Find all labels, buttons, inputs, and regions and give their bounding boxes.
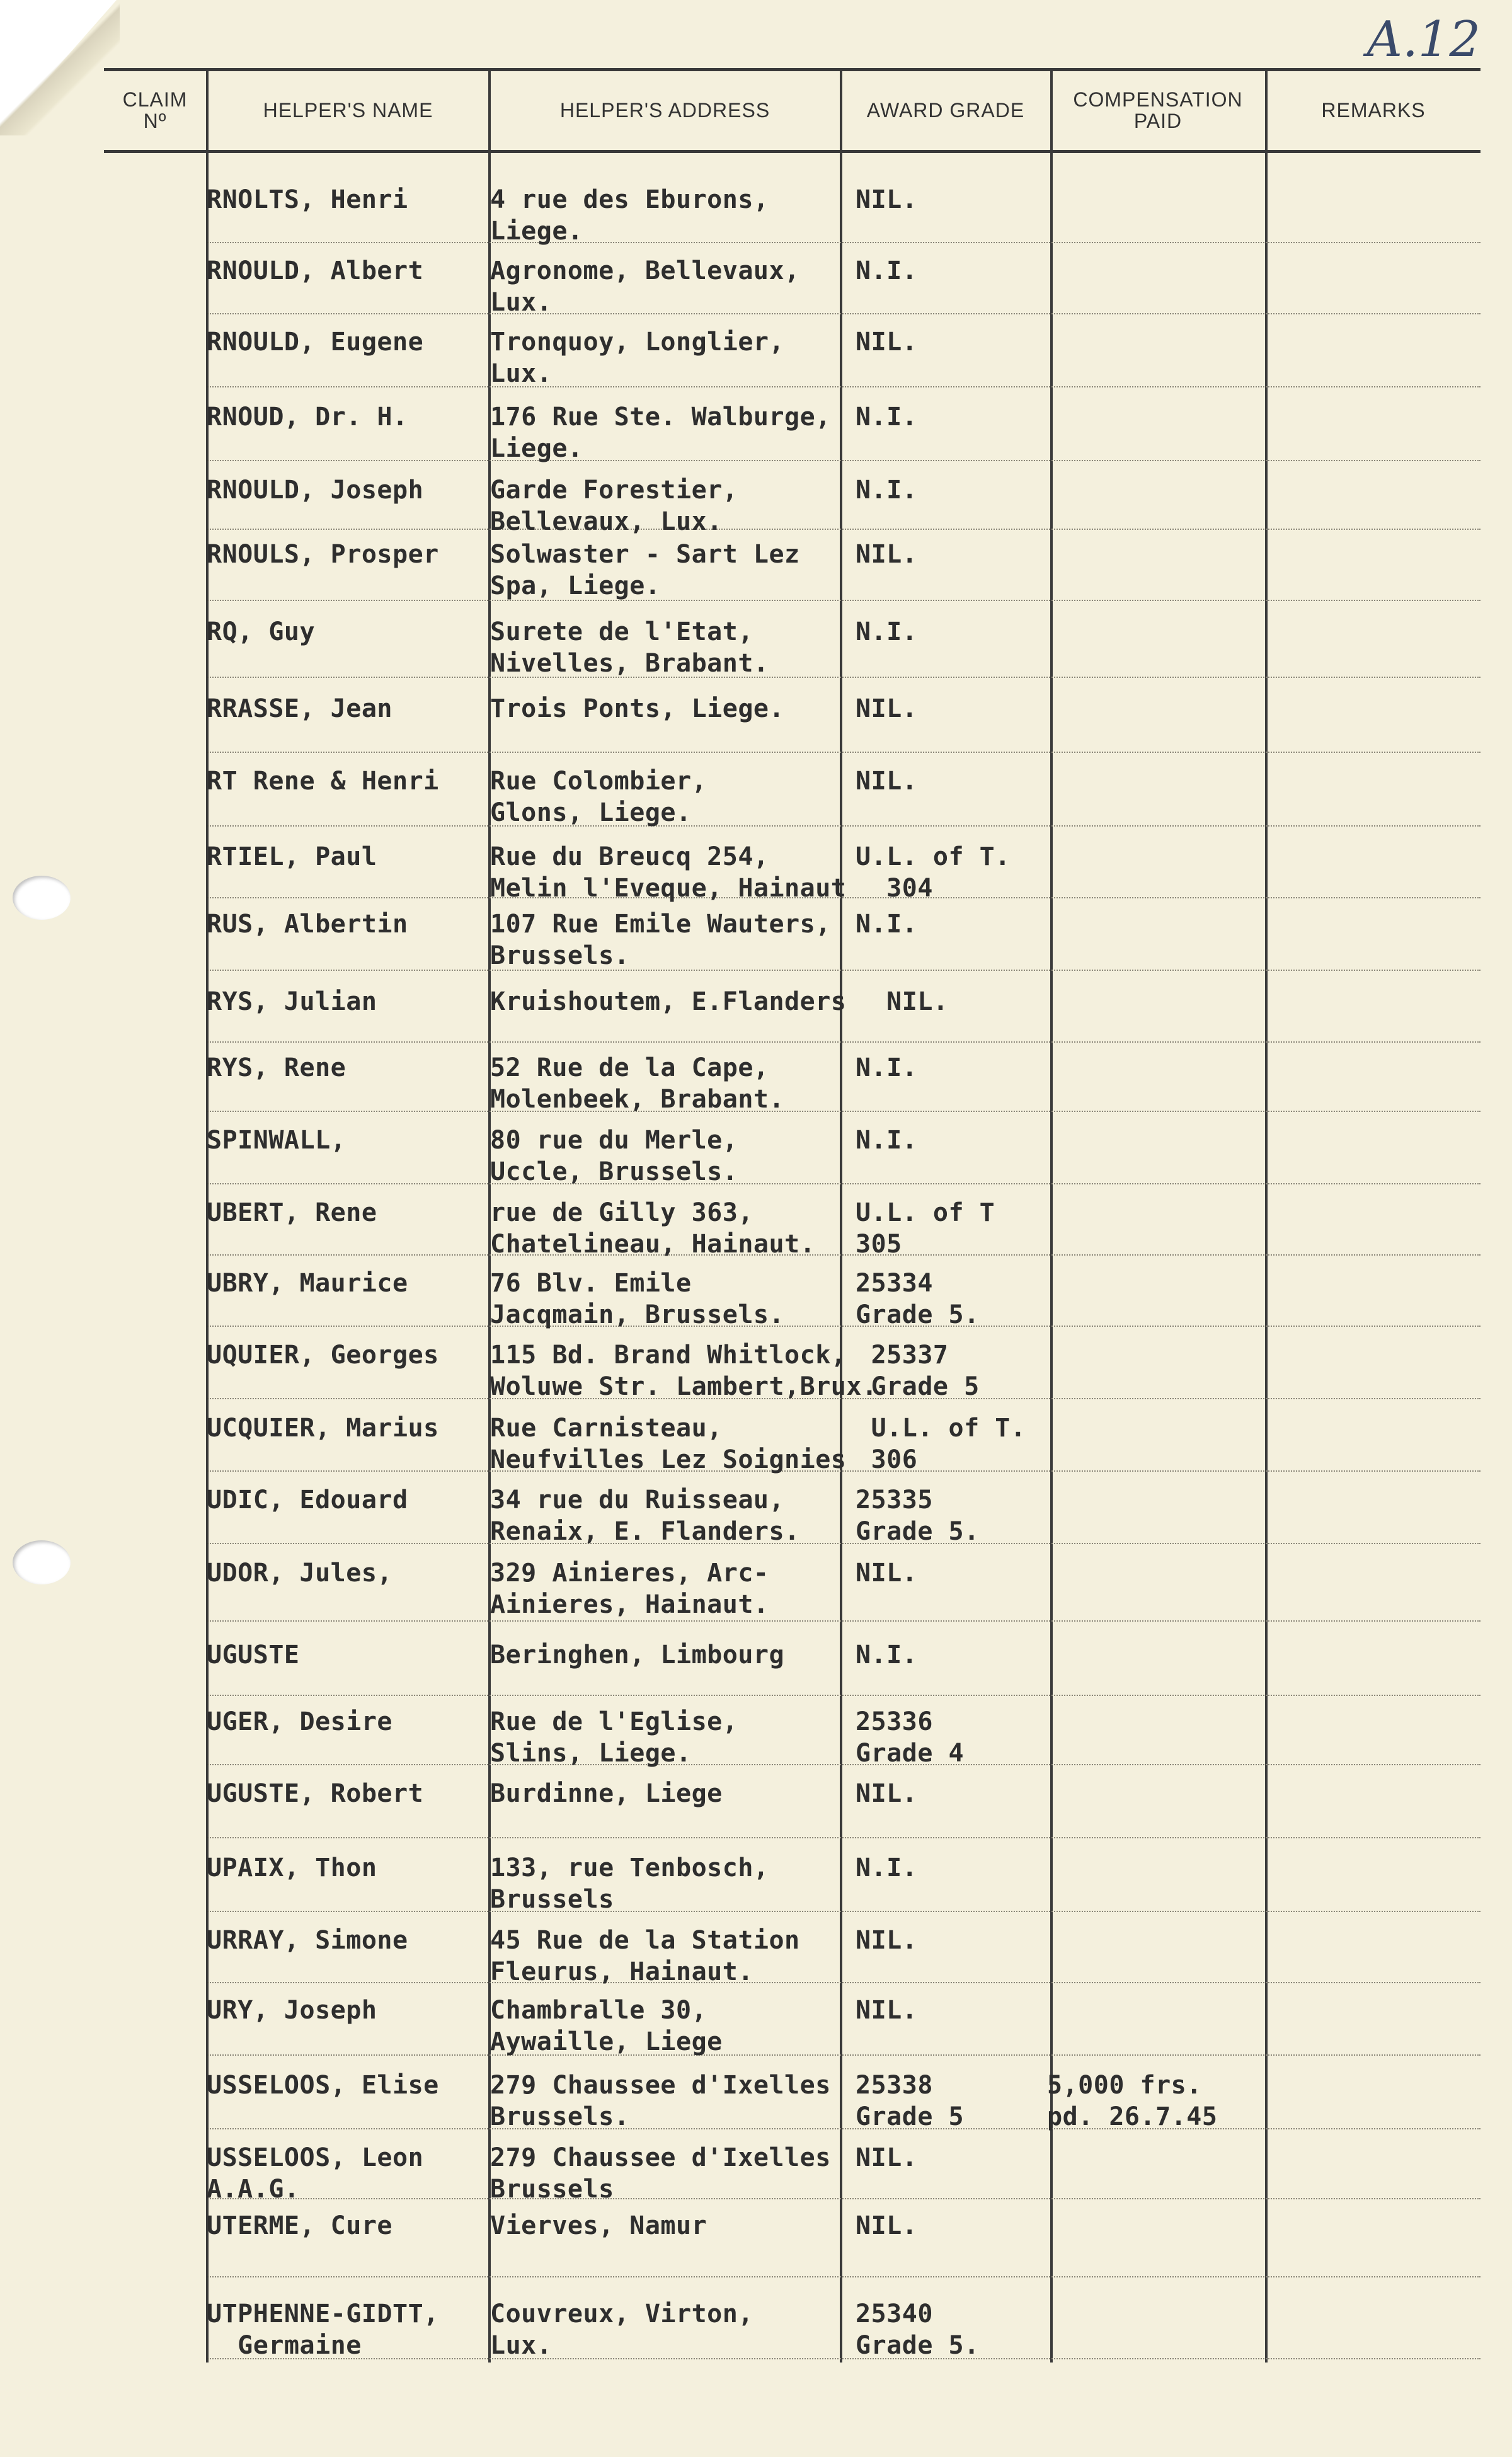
award-grade-line1: N.I. [856, 403, 918, 432]
table-row [0, 1197, 1512, 1268]
table-row [0, 693, 1512, 764]
award-grade-line2: 305 [856, 1230, 902, 1259]
helper-name-cell: UGUSTE, Robert [207, 1779, 424, 1808]
helper-address-line2: Neufvilles Lez Soignies [490, 1445, 847, 1474]
helper-address-line1: Rue Colombier, [490, 767, 707, 796]
award-grade-line1: NIL. [856, 185, 918, 214]
table-row [0, 616, 1512, 687]
helper-address-line2: Jacqmain, Brussels. [490, 1300, 785, 1329]
helper-address-line1: Garde Forestier, [490, 476, 738, 505]
helper-address-line1: 329 Ainieres, Arc- [490, 1559, 769, 1588]
helper-address-line1: 4 rue des Eburons, [490, 185, 769, 214]
helper-name-cell: UBRY, Maurice [207, 1269, 408, 1298]
table-row [0, 2142, 1512, 2213]
helper-address-line2: Aywaille, Liege [490, 2027, 723, 2056]
table-row [0, 326, 1512, 397]
header-compensation-paid: COMPENSATION PAID [1073, 88, 1243, 132]
helper-name-cell: RT Rene & Henri [207, 767, 439, 796]
award-grade-line1: N.I. [856, 1641, 918, 1670]
award-grade-line1: NIL. [856, 328, 918, 357]
table-row [0, 765, 1512, 836]
helper-address-line1: rue de Gilly 363, [490, 1198, 753, 1227]
helper-address-line1: 279 Chaussee d'Ixelles [490, 2071, 831, 2100]
helper-address-line1: Rue Carnisteau, [490, 1414, 723, 1443]
table-row [0, 1484, 1512, 1555]
table-row [0, 1778, 1512, 1848]
table-row [0, 2210, 1512, 2281]
helper-name-cell: UGUSTE [207, 1641, 300, 1670]
helper-address-line2: Liege. [490, 434, 583, 463]
helper-address-line2: Bellevaux, Lux. [490, 507, 723, 536]
helper-name-cell: RTIEL, Paul [207, 842, 377, 871]
helper-name-cell: RNOLTS, Henri [207, 185, 408, 214]
helper-name-cell: UDIC, Edouard [207, 1486, 408, 1515]
helper-address-line1: 76 Blv. Emile [490, 1269, 692, 1298]
table-row [0, 1852, 1512, 1923]
table-row [0, 474, 1512, 545]
helper-address-line1: 52 Rue de la Cape, [490, 1053, 769, 1082]
helper-address-line1: 279 Chaussee d'Ixelles [490, 2143, 831, 2172]
helper-address-line1: 176 Rue Ste. Walburge, [490, 403, 831, 432]
award-grade-line1: N.I. [856, 476, 918, 505]
compensation-line2: pd. 26.7.45 [1047, 2102, 1218, 2131]
header-helper-address: HELPER'S ADDRESS [559, 99, 770, 122]
award-grade-line1: N.I. [856, 1853, 918, 1882]
award-grade-line1: NIL. [856, 987, 949, 1016]
helper-name-cont-cell: A.A.G. [207, 2175, 300, 2204]
helper-name-cell: URRAY, Simone [207, 1926, 408, 1955]
award-grade-line2: 304 [856, 874, 933, 903]
helper-name-cell: UQUIER, Georges [207, 1341, 439, 1370]
helper-address-line2: Uccle, Brussels. [490, 1157, 738, 1186]
helper-name-cont-cell: Germaine [207, 2331, 362, 2360]
table-row [0, 401, 1512, 472]
helper-address-line1: 34 rue du Ruisseau, [490, 1486, 785, 1515]
helper-address-line1: Beringhen, Limbourg [490, 1641, 785, 1670]
helper-address-line2: Molenbeek, Brabant. [490, 1085, 785, 1114]
table-row [0, 1339, 1512, 1410]
helper-address-line2: Woluwe Str. Lambert,Brux. [490, 1372, 878, 1401]
helper-address-line2: Glons, Liege. [490, 798, 692, 827]
award-grade-line2: Grade 5 [856, 1372, 980, 1401]
award-grade-line2: Grade 5 [856, 2102, 965, 2131]
award-grade-line1: NIL. [856, 767, 918, 796]
helper-name-cell: RYS, Rene [207, 1053, 346, 1082]
helper-name-cell: UGER, Desire [207, 1707, 392, 1736]
table-row [0, 184, 1512, 255]
helper-address-line2: Lux. [490, 288, 553, 317]
header-remarks: REMARKS [1321, 99, 1426, 122]
table-row [0, 1925, 1512, 1995]
helper-address-line2: Brussels [490, 1885, 614, 1914]
table-row [0, 1412, 1512, 1483]
table-row [0, 1639, 1512, 1710]
helper-name-cell: RQ, Guy [207, 617, 316, 646]
helper-address-line1: Couvreux, Virton, [490, 2300, 753, 2328]
helper-address-line1: Chambralle 30, [490, 1996, 707, 2025]
helper-name-cell: RUS, Albertin [207, 910, 408, 939]
award-grade-line2: Grade 5. [856, 1517, 980, 1546]
award-grade-line1: 25335 [856, 1486, 933, 1515]
helper-address-line1: Solwaster - Sart Lez [490, 540, 800, 569]
award-grade-line1: NIL. [856, 694, 918, 723]
award-grade-line1: 25340 [856, 2300, 933, 2328]
award-grade-line1: N.I. [856, 1126, 918, 1155]
helper-address-line1: Burdinne, Liege [490, 1779, 723, 1808]
award-grade-line2: Grade 5. [856, 1300, 980, 1329]
table-row [0, 1125, 1512, 1195]
helper-name-cell: UTPHENNE-GIDTT, [207, 2300, 439, 2328]
table-row [0, 1995, 1512, 2065]
helper-address-line1: Vierves, Namur [490, 2211, 707, 2240]
helper-address-line1: Surete de l'Etat, [490, 617, 753, 646]
helper-address-line2: Lux. [490, 359, 553, 388]
helper-name-cell: RRASSE, Jean [207, 694, 392, 723]
helper-name-cell: UTERME, Cure [207, 2211, 392, 2240]
table-row [0, 2298, 1512, 2369]
helper-address-line2: Spa, Liege. [490, 571, 661, 600]
table-row [0, 255, 1512, 326]
award-grade-line2: Grade 4 [856, 1739, 965, 1768]
header-helper-name: HELPER'S NAME [263, 99, 433, 122]
helper-name-cell: URY, Joseph [207, 1996, 377, 2025]
helper-name-cell: USSELOOS, Elise [207, 2071, 439, 2100]
helper-name-cell: RNOULS, Prosper [207, 540, 439, 569]
helper-address-line1: Tronquoy, Longlier, [490, 328, 785, 357]
helper-address-line2: Brussels. [490, 941, 630, 970]
table-row [0, 1706, 1512, 1777]
helper-address-line2: Lux. [490, 2331, 553, 2360]
helper-address-line2: Brussels [490, 2175, 614, 2204]
helper-address-line2: Melin l'Eveque, Hainaut [490, 874, 847, 903]
helper-address-line1: Rue du Breucq 254, [490, 842, 769, 871]
helper-address-line2: Fleurus, Hainaut. [490, 1957, 753, 1986]
award-grade-line1: NIL. [856, 2211, 918, 2240]
award-grade-line1: NIL. [856, 540, 918, 569]
corner-fold [0, 0, 120, 135]
helper-address-line1: Trois Ponts, Liege. [490, 694, 785, 723]
helper-address-line1: 115 Bd. Brand Whitlock, [490, 1341, 847, 1370]
helper-address-line2: Nivelles, Brabant. [490, 649, 769, 678]
helper-address-line1: Agronome, Bellevaux, [490, 256, 800, 285]
header-claim-no: CLAIM Nº [122, 88, 188, 132]
table-row [0, 2070, 1512, 2140]
helper-name-cell: UBERT, Rene [207, 1198, 377, 1227]
helper-address-line1: 133, rue Tenbosch, [490, 1853, 769, 1882]
helper-address-line2: Brussels. [490, 2102, 630, 2131]
header-award-grade: AWARD GRADE [866, 99, 1025, 122]
archive-reference: A.12 [1366, 11, 1480, 68]
helper-name-cell: UDOR, Jules, [207, 1559, 392, 1588]
table-row [0, 1052, 1512, 1123]
helper-name-cell: RNOULD, Eugene [207, 328, 424, 357]
award-grade-line1: 25338 [856, 2071, 933, 2100]
helper-address-line1: 45 Rue de la Station [490, 1926, 800, 1955]
award-grade-line1: NIL. [856, 1926, 918, 1955]
table-row [0, 986, 1512, 1057]
award-grade-line1: NIL. [856, 1779, 918, 1808]
award-grade-line1: N.I. [856, 1053, 918, 1082]
award-grade-line1: N.I. [856, 617, 918, 646]
table-row [0, 539, 1512, 609]
award-grade-line1: N.I. [856, 256, 918, 285]
helper-name-cell: UPAIX, Thon [207, 1853, 377, 1882]
helper-name-cell: RNOULD, Albert [207, 256, 424, 285]
table-row [0, 1557, 1512, 1628]
helper-address-line2: Chatelineau, Hainaut. [490, 1230, 816, 1259]
helper-address-line1: 80 rue du Merle, [490, 1126, 738, 1155]
helper-name-cell: RYS, Julian [207, 987, 377, 1016]
helper-address-line2: Renaix, E. Flanders. [490, 1517, 800, 1546]
award-grade-line1: 25337 [856, 1341, 949, 1370]
helper-address-line1: 107 Rue Emile Wauters, [490, 910, 831, 939]
award-grade-line1: U.L. of T. [856, 842, 1011, 871]
helper-address-line2: Slins, Liege. [490, 1739, 692, 1768]
helper-address-line2: Ainieres, Hainaut. [490, 1590, 769, 1619]
helper-address-line1: Kruishoutem, E.Flanders [490, 987, 847, 1016]
award-grade-line1: NIL. [856, 1996, 918, 2025]
helper-name-cell: USSELOOS, Leon [207, 2143, 424, 2172]
award-grade-line1: 25334 [856, 1269, 933, 1298]
award-grade-line1: NIL. [856, 1559, 918, 1588]
table-row [0, 908, 1512, 979]
award-grade-line2: 306 [856, 1445, 918, 1474]
table-row [0, 1268, 1512, 1338]
award-grade-line1: U.L. of T. [856, 1414, 1026, 1443]
award-grade-line1: 25336 [856, 1707, 933, 1736]
award-grade-line1: U.L. of T [856, 1198, 995, 1227]
award-grade-line1: N.I. [856, 910, 918, 939]
award-grade-line1: NIL. [856, 2143, 918, 2172]
helper-name-cell: RNOUD, Dr. H. [207, 403, 408, 432]
table-row [0, 841, 1512, 912]
helper-name-cell: UCQUIER, Marius [207, 1414, 439, 1443]
helper-address-line1: Rue de l'Eglise, [490, 1707, 738, 1736]
award-grade-line2: Grade 5. [856, 2331, 980, 2360]
compensation-line1: 5,000 frs. [1047, 2071, 1202, 2100]
helper-name-cell: SPINWALL, [207, 1126, 346, 1155]
helper-address-line2: Liege. [490, 217, 583, 246]
helper-name-cell: RNOULD, Joseph [207, 476, 424, 505]
